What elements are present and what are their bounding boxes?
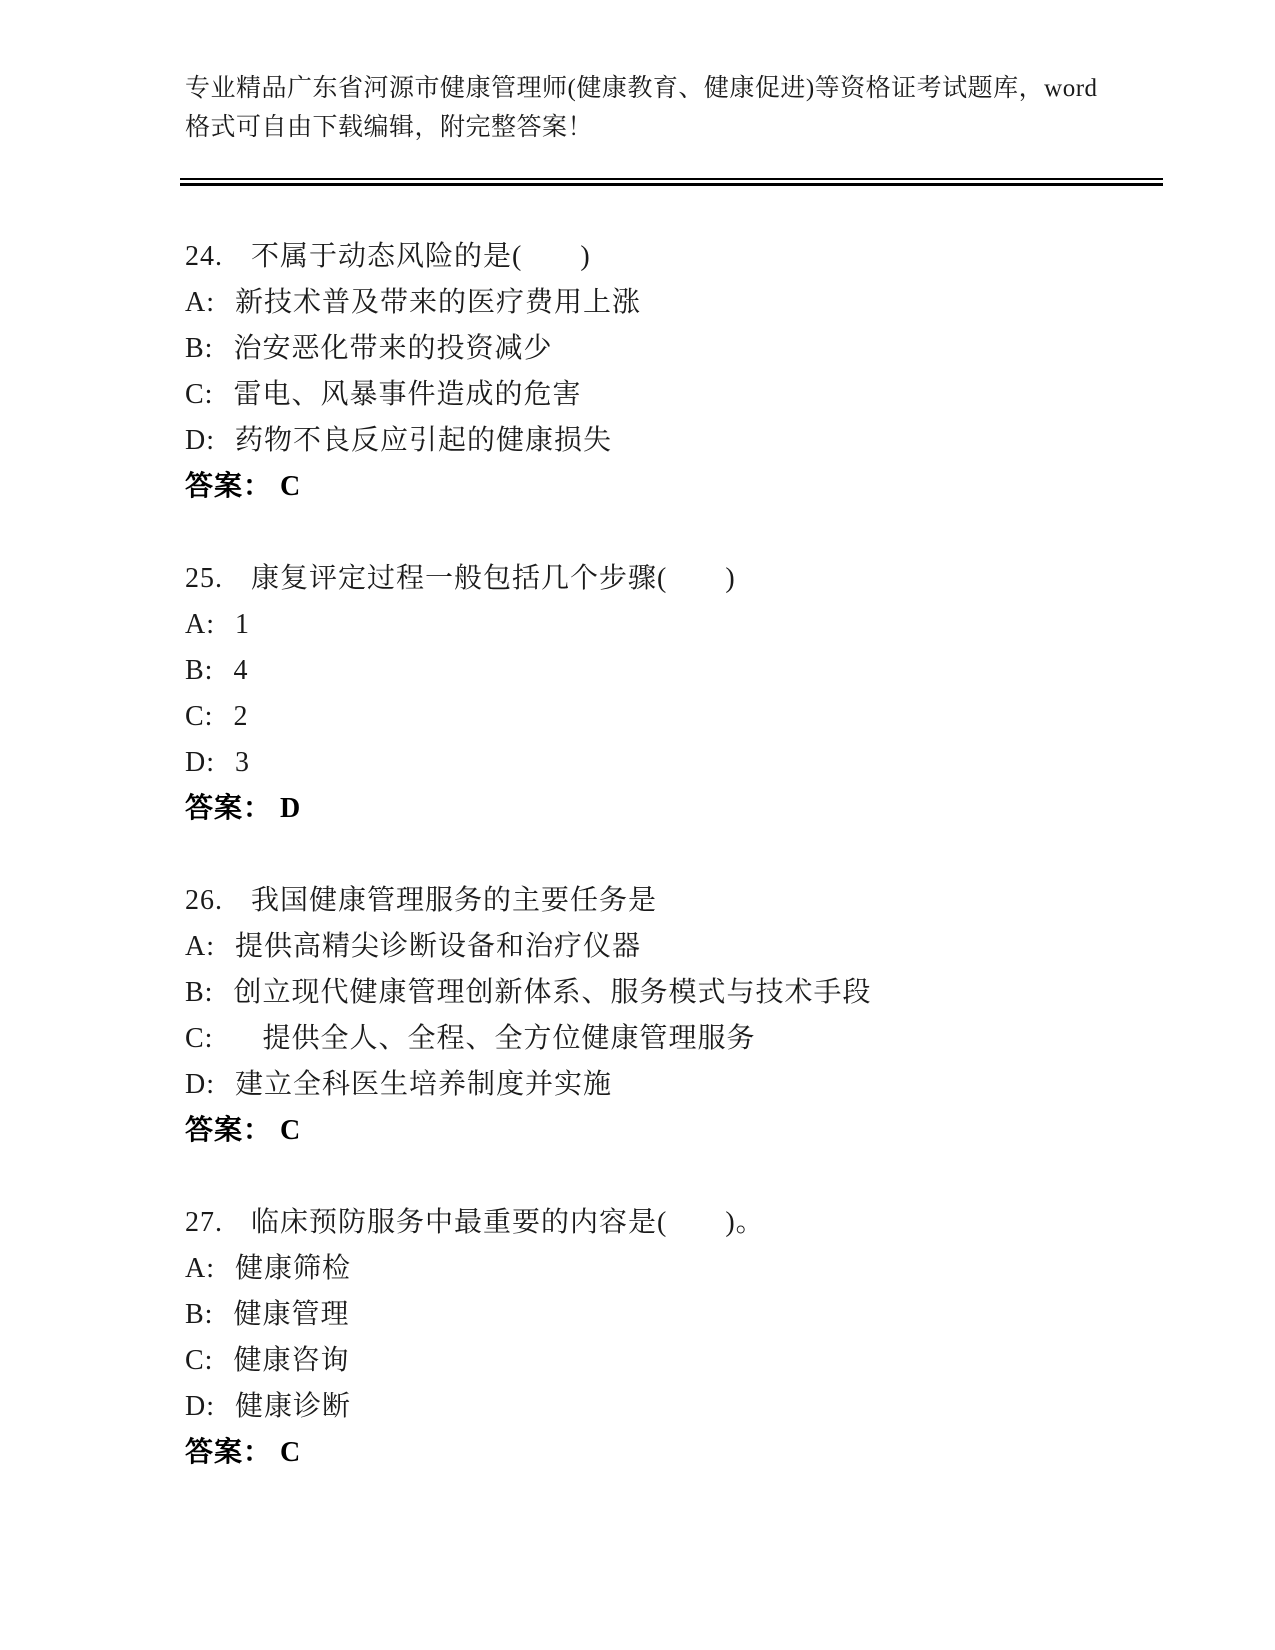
question-block-25 (185, 556, 1175, 832)
option-row (185, 1062, 1175, 1108)
option-label: A: (185, 931, 215, 962)
option-text: 建立全科医生培养制度并实施 (235, 1069, 613, 1100)
answer-line (185, 464, 1175, 510)
question-block-27 (185, 1200, 1175, 1476)
option-text: 健康诊断 (235, 1391, 352, 1422)
answer-value: C (280, 1437, 302, 1468)
option-row (185, 418, 1175, 464)
answer-value: D (280, 793, 302, 824)
option-label: A: (185, 1253, 215, 1284)
question-text: 不属于动态风险的是( ) (251, 241, 591, 272)
answer-value: C (280, 1115, 302, 1146)
answer-label: 答案： (185, 1115, 273, 1146)
option-text: 新技术普及带来的医疗费用上涨 (235, 287, 642, 318)
option-label: D: (185, 1069, 215, 1100)
question-text: 临床预防服务中最重要的内容是( )。 (251, 1207, 765, 1238)
answer-line (185, 786, 1175, 832)
header-divider (180, 178, 1163, 186)
header-line-2: 格式可自由下载编辑，附完整答案！ (185, 114, 594, 141)
option-row (185, 740, 1175, 786)
question-title (185, 878, 1175, 924)
question-title (185, 556, 1175, 602)
option-text: 4 (233, 655, 249, 686)
option-row (185, 924, 1175, 970)
option-text: 雷电、风暴事件造成的危害 (233, 379, 582, 410)
option-row (185, 1246, 1175, 1292)
option-label: C: (185, 379, 214, 410)
answer-label: 答案： (185, 793, 273, 824)
option-text: 健康筛检 (235, 1253, 352, 1284)
option-label: B: (185, 655, 214, 686)
option-label: C: (185, 1023, 214, 1054)
option-label: C: (185, 701, 214, 732)
header-line-1: 专业精品广东省河源市健康管理师(健康教育、健康促进)等资格证考试题库，word (185, 75, 1098, 102)
question-number: 25. (185, 563, 223, 594)
option-label: B: (185, 1299, 214, 1330)
option-text: 提供全人、全程、全方位健康管理服务 (233, 1023, 756, 1054)
question-title (185, 234, 1175, 280)
question-number: 24. (185, 241, 223, 272)
option-row (185, 1338, 1175, 1384)
answer-value: C (280, 471, 302, 502)
question-text: 我国健康管理服务的主要任务是 (251, 885, 658, 916)
option-row (185, 648, 1175, 694)
option-row (185, 372, 1175, 418)
option-label: C: (185, 1345, 214, 1376)
question-text: 康复评定过程一般包括几个步骤( ) (251, 563, 736, 594)
option-text: 3 (235, 747, 250, 778)
option-label: D: (185, 1391, 215, 1422)
option-text: 药物不良反应引起的健康损失 (235, 425, 613, 456)
questions-list (185, 234, 1175, 1522)
option-row (185, 1292, 1175, 1338)
option-text: 治安恶化带来的投资减少 (233, 333, 553, 364)
question-block-26 (185, 878, 1175, 1154)
question-number: 27. (185, 1207, 223, 1238)
question-title (185, 1200, 1175, 1246)
answer-line (185, 1108, 1175, 1154)
option-label: D: (185, 747, 215, 778)
option-row (185, 602, 1175, 648)
option-label: A: (185, 287, 215, 318)
option-text: 提供高精尖诊断设备和治疗仪器 (235, 931, 642, 962)
option-label: B: (185, 977, 214, 1008)
option-row (185, 280, 1175, 326)
option-row (185, 326, 1175, 372)
option-row (185, 1384, 1175, 1430)
answer-label: 答案： (185, 1437, 273, 1468)
page-header (185, 69, 1165, 147)
option-label: A: (185, 609, 215, 640)
answer-label: 答案： (185, 471, 273, 502)
option-text: 创立现代健康管理创新体系、服务模式与技术手段 (233, 977, 872, 1008)
option-row (185, 694, 1175, 740)
option-label: B: (185, 333, 214, 364)
option-row (185, 1016, 1175, 1062)
option-text: 2 (233, 701, 249, 732)
answer-line (185, 1430, 1175, 1476)
question-block-24 (185, 234, 1175, 510)
option-text: 1 (235, 609, 250, 640)
question-number: 26. (185, 885, 223, 916)
option-text: 健康管理 (233, 1299, 350, 1330)
option-label: D: (185, 425, 215, 456)
option-text: 健康咨询 (233, 1345, 350, 1376)
option-row (185, 970, 1175, 1016)
